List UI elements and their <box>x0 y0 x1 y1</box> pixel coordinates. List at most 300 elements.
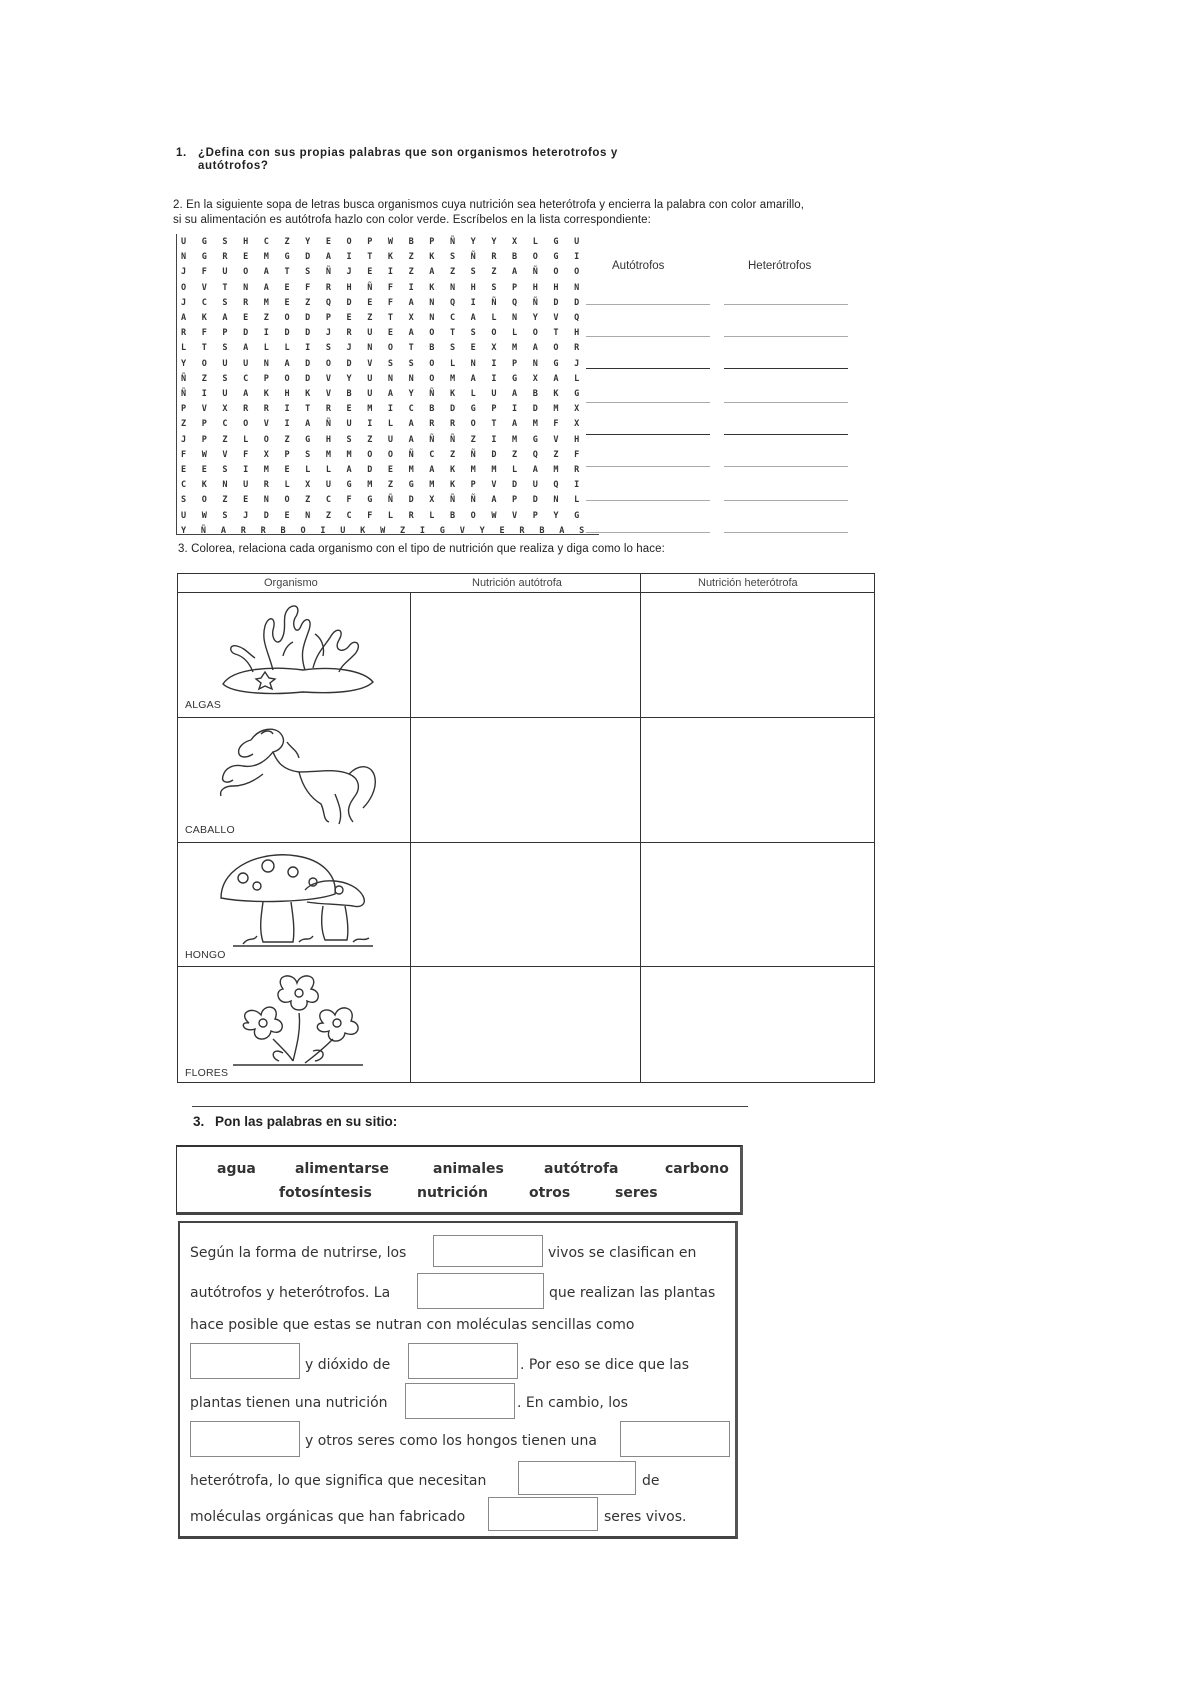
word-search-letter[interactable]: R <box>263 404 269 415</box>
word-search-letter[interactable]: D <box>346 358 352 369</box>
word-search-letter[interactable]: Ñ <box>470 495 476 506</box>
word-search-letter[interactable]: A <box>408 328 414 339</box>
word-search-letter[interactable]: H <box>243 237 249 247</box>
word-search-letter[interactable]: U <box>574 237 580 247</box>
word-search-letter[interactable]: O <box>181 282 187 293</box>
word-search-letter[interactable]: D <box>553 297 559 308</box>
word-search-letter[interactable]: O <box>284 313 290 323</box>
word-search-letter[interactable]: X <box>574 419 580 430</box>
word-search-letter[interactable]: E <box>387 328 393 339</box>
word-search-letter[interactable]: G <box>574 510 580 521</box>
word-search-letter[interactable]: U <box>367 328 373 339</box>
word-search-letter[interactable]: I <box>284 419 290 430</box>
word-search-letter[interactable]: B <box>429 404 435 415</box>
word-search-letter[interactable]: T <box>284 267 290 278</box>
word-search-letter[interactable]: P <box>512 282 518 293</box>
word-search-letter[interactable]: H <box>470 282 476 293</box>
word-search-letter[interactable]: C <box>408 404 414 415</box>
word-search-letter[interactable]: S <box>222 297 228 308</box>
word-search-letter[interactable]: M <box>512 434 518 445</box>
word-search-letter[interactable]: M <box>263 252 269 263</box>
answer-line[interactable] <box>724 466 848 467</box>
word-search-letter[interactable]: L <box>284 480 290 491</box>
word-search-letter[interactable]: K <box>553 389 559 399</box>
word-search-letter[interactable]: C <box>243 373 249 384</box>
word-search-letter[interactable]: Y <box>408 389 414 399</box>
word-search-letter[interactable]: O <box>346 237 352 247</box>
word-search-letter[interactable]: O <box>201 358 207 369</box>
word-search-letter[interactable]: X <box>512 237 518 247</box>
word-search-letter[interactable]: X <box>263 449 269 460</box>
answer-line[interactable] <box>724 304 848 305</box>
word-search-letter[interactable]: M <box>429 480 435 491</box>
answer-line[interactable] <box>586 532 710 533</box>
word-search-letter[interactable]: B <box>532 389 538 399</box>
word-search-letter[interactable]: P <box>532 510 538 521</box>
word-search-letter[interactable]: D <box>532 404 538 415</box>
word-search-letter[interactable]: Z <box>181 419 187 430</box>
word-search-letter[interactable]: F <box>243 449 249 460</box>
word-search-letter[interactable]: N <box>263 495 269 506</box>
word-search-letter[interactable]: Ñ <box>449 237 456 247</box>
word-search-letter[interactable]: Z <box>387 480 393 491</box>
word-search-letter[interactable]: T <box>553 328 559 339</box>
word-search-letter[interactable]: P <box>222 328 228 339</box>
word-search-letter[interactable]: J <box>574 358 580 369</box>
word-search-letter[interactable]: Z <box>553 449 559 460</box>
word-search-letter[interactable]: T <box>201 343 207 354</box>
word-search-letter[interactable]: L <box>387 510 393 521</box>
word-search-letter[interactable]: Z <box>408 267 414 278</box>
word-search-letter[interactable]: F <box>387 282 393 293</box>
word-search-letter[interactable]: O <box>243 267 249 278</box>
word-search-letter[interactable]: E <box>243 252 249 263</box>
word-search-letter[interactable]: D <box>449 404 456 415</box>
word-search-letter[interactable]: I <box>367 419 373 430</box>
word-search-letter[interactable]: O <box>387 449 393 460</box>
word-search-letter[interactable]: O <box>284 373 290 384</box>
word-search-letter[interactable]: D <box>408 495 414 506</box>
word-search-letter[interactable]: G <box>470 404 476 415</box>
word-search-letter[interactable]: F <box>387 297 393 308</box>
word-search-letter[interactable]: Ñ <box>470 449 476 460</box>
word-search-letter[interactable]: I <box>305 343 311 354</box>
word-search-letter[interactable]: H <box>325 434 331 445</box>
word-search-letter[interactable]: W <box>387 237 393 247</box>
word-search-letter[interactable]: K <box>449 480 456 491</box>
word-search-letter[interactable]: A <box>263 267 269 278</box>
word-search-letter[interactable]: F <box>346 495 352 506</box>
word-search-letter[interactable]: Z <box>222 495 228 506</box>
word-search-letter[interactable]: S <box>222 373 228 384</box>
word-search-letter[interactable]: H <box>574 434 580 445</box>
word-search-letter[interactable]: D <box>263 510 269 521</box>
word-search-letter[interactable]: I <box>346 252 352 263</box>
word-search-letter[interactable]: A <box>263 282 269 293</box>
word-search-letter[interactable]: M <box>491 465 497 475</box>
word-search-letter[interactable]: A <box>243 343 249 354</box>
word-search-letter[interactable]: Y <box>181 358 187 369</box>
word-search-letter[interactable]: A <box>559 525 565 536</box>
word-search-letter[interactable]: U <box>243 480 249 491</box>
word-search-letter[interactable]: W <box>491 510 497 521</box>
word-search-letter[interactable]: P <box>512 495 518 506</box>
word-search-letter[interactable]: C <box>201 297 207 308</box>
word-search-letter[interactable]: G <box>553 358 559 369</box>
word-search-letter[interactable]: O <box>325 358 331 369</box>
word-search-letter[interactable]: R <box>325 404 331 415</box>
blank-9[interactable] <box>488 1497 598 1531</box>
word-search-letter[interactable]: G <box>284 252 290 263</box>
word-search-letter[interactable]: L <box>491 313 497 323</box>
word-search-letter[interactable]: F <box>574 449 580 460</box>
word-search-letter[interactable]: K <box>305 389 311 399</box>
word-search-letter[interactable]: N <box>243 282 249 293</box>
word-search-letter[interactable]: Ñ <box>325 419 331 430</box>
word-search-letter[interactable]: A <box>512 389 518 399</box>
word-search-letter[interactable]: A <box>553 373 559 384</box>
word-search-letter[interactable]: Q <box>532 449 538 460</box>
word-search-letter[interactable]: Z <box>367 434 373 445</box>
word-search-letter[interactable]: Y <box>346 373 352 384</box>
word-search-letter[interactable]: H <box>346 282 352 293</box>
word-search-letter[interactable]: J <box>181 297 187 308</box>
word-search-letter[interactable]: R <box>408 510 414 521</box>
word-search-letter[interactable]: R <box>243 404 249 415</box>
word-search-letter[interactable]: Q <box>325 297 331 308</box>
word-search-letter[interactable]: X <box>222 404 228 415</box>
word-search-letter[interactable]: M <box>325 449 331 460</box>
word-search-letter[interactable]: P <box>429 237 435 247</box>
word-search-letter[interactable]: V <box>512 510 518 521</box>
word-search-letter[interactable]: Z <box>222 434 228 445</box>
word-search-letter[interactable]: E <box>367 267 373 278</box>
word-search-letter[interactable]: H <box>574 328 580 339</box>
word-search-letter[interactable]: N <box>429 297 435 308</box>
word-search-letter[interactable]: T <box>491 419 497 430</box>
word-search-letter[interactable]: S <box>346 434 352 445</box>
word-search-letter[interactable]: S <box>408 358 414 369</box>
word-search-letter[interactable]: I <box>201 389 207 399</box>
word-search-letter[interactable]: K <box>201 480 207 491</box>
word-search-letter[interactable]: Ñ <box>367 282 373 293</box>
word-search-letter[interactable]: R <box>260 525 266 536</box>
word-search-letter[interactable]: R <box>263 480 269 491</box>
word-search-letter[interactable]: Z <box>305 495 311 506</box>
word-search-letter[interactable]: Ñ <box>325 267 331 278</box>
word-search-letter[interactable]: M <box>553 465 559 475</box>
word-search-letter[interactable]: A <box>408 419 414 430</box>
word-search-letter[interactable]: R <box>574 465 580 475</box>
blank-1[interactable] <box>433 1235 543 1267</box>
word-search-letter[interactable]: U <box>340 525 346 536</box>
word-search-letter[interactable]: D <box>305 313 311 323</box>
word-search-letter[interactable]: M <box>532 419 538 430</box>
word-search-letter[interactable]: S <box>305 449 311 460</box>
word-search-letter[interactable]: H <box>532 282 538 293</box>
word-search-letter[interactable]: I <box>320 525 326 536</box>
word-search-letter[interactable]: S <box>470 267 476 278</box>
word-search-letter[interactable]: X <box>532 373 538 384</box>
word-search-letter[interactable]: I <box>408 282 414 293</box>
word-search-letter[interactable]: T <box>367 252 373 263</box>
word-search-letter[interactable]: X <box>305 480 311 491</box>
word-search-letter[interactable]: E <box>181 465 187 475</box>
word-search-letter[interactable]: S <box>222 237 228 247</box>
word-search-letter[interactable]: N <box>449 282 456 293</box>
word-search-letter[interactable]: P <box>470 480 476 491</box>
word-search-letter[interactable]: N <box>367 343 373 354</box>
word-search-letter[interactable]: A <box>408 297 414 308</box>
word-search-letter[interactable]: E <box>325 237 331 247</box>
word-search-letter[interactable]: Z <box>284 237 290 247</box>
word-search-letter[interactable]: U <box>222 389 228 399</box>
word-search-letter[interactable]: X <box>574 404 580 415</box>
word-search-letter[interactable]: X <box>429 495 435 506</box>
word-search-letter[interactable]: Ñ <box>449 495 456 506</box>
word-search-letter[interactable]: A <box>470 373 476 384</box>
word-search-letter[interactable]: E <box>284 297 290 308</box>
word-search-letter[interactable]: T <box>222 282 228 293</box>
word-search-letter[interactable]: N <box>181 252 187 263</box>
answer-line[interactable] <box>586 434 710 435</box>
word-search-letter[interactable]: O <box>429 328 435 339</box>
word-search-letter[interactable]: G <box>408 480 414 491</box>
word-search-letter[interactable]: S <box>222 465 228 475</box>
word-search-letter[interactable]: T <box>387 313 393 323</box>
word-search-letter[interactable]: Ñ <box>491 297 497 308</box>
word-search-letter[interactable]: L <box>512 465 518 475</box>
word-search-letter[interactable]: Ñ <box>449 434 456 445</box>
word-search-letter[interactable]: U <box>243 358 249 369</box>
word-search-letter[interactable]: J <box>243 510 249 521</box>
word-search-letter[interactable]: V <box>201 282 207 293</box>
word-search-letter[interactable]: N <box>532 358 538 369</box>
word-search-letter[interactable]: Z <box>367 313 373 323</box>
word-search-letter[interactable]: R <box>240 525 246 536</box>
word-search-letter[interactable]: Ñ <box>200 525 207 536</box>
word-search-letter[interactable]: Z <box>449 449 456 460</box>
word-search-grid[interactable] <box>176 234 599 535</box>
word-search-letter[interactable]: E <box>243 495 249 506</box>
word-search-letter[interactable]: M <box>408 465 414 475</box>
word-search-letter[interactable]: L <box>470 389 476 399</box>
word-search-letter[interactable]: R <box>449 419 456 430</box>
word-search-letter[interactable]: I <box>491 358 497 369</box>
answer-line[interactable] <box>586 368 710 369</box>
word-search-letter[interactable]: D <box>305 328 311 339</box>
word-search-letter[interactable]: R <box>325 282 331 293</box>
answer-line[interactable] <box>724 500 848 501</box>
answer-line[interactable] <box>586 466 710 467</box>
word-search-letter[interactable]: V <box>367 358 373 369</box>
word-search-letter[interactable]: Z <box>201 373 207 384</box>
answer-line[interactable] <box>724 434 848 435</box>
word-search-letter[interactable]: U <box>367 373 373 384</box>
word-search-letter[interactable]: D <box>367 465 373 475</box>
word-search-letter[interactable]: M <box>449 373 456 384</box>
word-search-letter[interactable]: Z <box>263 313 269 323</box>
word-search-letter[interactable]: B <box>512 252 518 263</box>
word-search-letter[interactable]: O <box>284 495 290 506</box>
word-search-letter[interactable]: F <box>181 449 187 460</box>
word-search-letter[interactable]: W <box>201 510 207 521</box>
word-search-letter[interactable]: K <box>263 389 269 399</box>
word-search-letter[interactable]: N <box>387 373 393 384</box>
word-search-letter[interactable]: H <box>284 389 290 399</box>
word-search-letter[interactable]: P <box>181 404 187 415</box>
word-search-letter[interactable]: D <box>305 252 311 263</box>
word-search-letter[interactable]: T <box>305 404 311 415</box>
word-search-letter[interactable]: U <box>491 389 497 399</box>
answer-line[interactable] <box>586 304 710 305</box>
word-search-letter[interactable]: M <box>470 465 476 475</box>
word-search-letter[interactable]: O <box>470 419 476 430</box>
word-search-letter[interactable]: E <box>284 510 290 521</box>
word-search-letter[interactable]: A <box>181 313 187 323</box>
word-search-letter[interactable]: Q <box>574 313 580 323</box>
word-search-letter[interactable]: L <box>512 328 518 339</box>
word-search-letter[interactable]: M <box>553 404 559 415</box>
word-search-letter[interactable]: Z <box>470 434 476 445</box>
word-search-letter[interactable]: Z <box>305 297 311 308</box>
word-search-letter[interactable]: D <box>346 297 352 308</box>
word-search-letter[interactable]: D <box>305 358 311 369</box>
word-search-letter[interactable]: A <box>512 267 518 278</box>
word-search-letter[interactable]: L <box>305 465 311 475</box>
word-search-letter[interactable]: X <box>491 343 497 354</box>
word-search-letter[interactable]: L <box>181 343 187 354</box>
word-search-letter[interactable]: D <box>512 480 518 491</box>
word-search-letter[interactable]: N <box>305 510 311 521</box>
word-search-letter[interactable]: S <box>579 525 585 536</box>
word-search-letter[interactable]: L <box>429 510 435 521</box>
word-search-letter[interactable]: J <box>346 343 352 354</box>
word-search-letter[interactable]: Z <box>408 252 414 263</box>
word-search-letter[interactable]: J <box>181 267 187 278</box>
answer-line[interactable] <box>586 500 710 501</box>
word-search-letter[interactable]: O <box>263 434 269 445</box>
word-search-letter[interactable]: N <box>553 495 559 506</box>
word-search-letter[interactable]: M <box>263 465 269 475</box>
word-search-letter[interactable]: K <box>429 282 435 293</box>
word-search-letter[interactable]: A <box>243 389 249 399</box>
word-search-letter[interactable]: R <box>181 328 187 339</box>
word-search-letter[interactable]: Z <box>491 267 497 278</box>
word-search-letter[interactable]: D <box>284 328 290 339</box>
word-search-letter[interactable]: C <box>429 449 435 460</box>
word-search-letter[interactable]: O <box>553 267 559 278</box>
word-search-letter[interactable]: I <box>387 267 393 278</box>
word-search-letter[interactable]: E <box>243 313 249 323</box>
word-search-letter[interactable]: Q <box>512 297 518 308</box>
word-search-letter[interactable]: X <box>408 313 414 323</box>
word-search-letter[interactable]: C <box>325 495 331 506</box>
word-search-letter[interactable]: J <box>181 434 187 445</box>
blank-2[interactable] <box>417 1273 544 1309</box>
word-search-letter[interactable]: Z <box>449 267 456 278</box>
word-search-letter[interactable]: J <box>346 267 352 278</box>
word-search-letter[interactable]: R <box>491 252 497 263</box>
word-search-letter[interactable]: K <box>360 525 366 536</box>
word-search-letter[interactable]: A <box>408 434 414 445</box>
word-search-letter[interactable]: M <box>512 343 518 354</box>
word-search-letter[interactable]: B <box>408 237 414 247</box>
answer-line[interactable] <box>586 402 710 403</box>
word-search-letter[interactable]: A <box>470 313 476 323</box>
blank-3[interactable] <box>190 1343 300 1379</box>
word-search-letter[interactable]: I <box>263 328 269 339</box>
word-search-letter[interactable]: O <box>470 510 476 521</box>
word-search-letter[interactable]: S <box>449 343 456 354</box>
word-search-letter[interactable]: D <box>491 449 497 460</box>
word-search-letter[interactable]: F <box>553 419 559 430</box>
word-search-letter[interactable]: Ñ <box>532 267 538 278</box>
word-search-letter[interactable]: I <box>512 404 518 415</box>
word-search-letter[interactable]: M <box>367 480 373 491</box>
word-search-letter[interactable]: G <box>305 434 311 445</box>
word-search-letter[interactable]: S <box>387 358 393 369</box>
word-search-letter[interactable]: R <box>519 525 525 536</box>
blank-7[interactable] <box>620 1421 730 1457</box>
word-search-letter[interactable]: Y <box>532 313 538 323</box>
word-search-letter[interactable]: Ñ <box>429 434 435 445</box>
word-search-letter[interactable]: H <box>553 282 559 293</box>
word-search-letter[interactable]: J <box>325 328 331 339</box>
word-search-letter[interactable]: Ñ <box>470 252 476 263</box>
word-search-letter[interactable]: Y <box>491 237 497 247</box>
word-search-letter[interactable]: V <box>325 373 331 384</box>
word-search-letter[interactable]: M <box>367 404 373 415</box>
word-search-letter[interactable]: B <box>449 510 456 521</box>
answer-line[interactable] <box>724 532 848 533</box>
blank-5[interactable] <box>405 1383 515 1419</box>
word-search-letter[interactable]: Ñ <box>181 373 187 384</box>
word-search-letter[interactable]: U <box>325 480 331 491</box>
word-search-letter[interactable]: V <box>553 434 559 445</box>
word-search-letter[interactable]: R <box>429 419 435 430</box>
word-search-letter[interactable]: V <box>263 419 269 430</box>
word-search-letter[interactable]: L <box>325 465 331 475</box>
word-search-letter[interactable]: S <box>181 495 187 506</box>
word-search-letter[interactable]: Ñ <box>429 389 435 399</box>
word-search-letter[interactable]: I <box>574 480 580 491</box>
word-search-letter[interactable]: S <box>222 510 228 521</box>
word-search-letter[interactable]: P <box>201 434 207 445</box>
word-search-letter[interactable]: S <box>325 343 331 354</box>
word-search-letter[interactable]: V <box>201 404 207 415</box>
word-search-letter[interactable]: E <box>284 282 290 293</box>
word-search-letter[interactable]: O <box>367 449 373 460</box>
word-search-letter[interactable]: E <box>387 465 393 475</box>
word-search-letter[interactable]: G <box>201 237 207 247</box>
word-search-letter[interactable]: B <box>346 389 352 399</box>
word-search-letter[interactable]: O <box>532 252 538 263</box>
word-search-letter[interactable]: C <box>263 237 269 247</box>
word-search-letter[interactable]: B <box>539 525 545 536</box>
word-search-letter[interactable]: K <box>449 389 456 399</box>
word-search-letter[interactable]: Z <box>284 434 290 445</box>
word-search-letter[interactable]: V <box>459 525 465 536</box>
word-search-letter[interactable]: P <box>512 358 518 369</box>
word-search-letter[interactable]: N <box>408 373 414 384</box>
word-search-letter[interactable]: C <box>346 510 352 521</box>
word-search-letter[interactable]: W <box>201 449 207 460</box>
word-search-letter[interactable]: A <box>532 343 538 354</box>
word-search-letter[interactable]: Y <box>470 237 476 247</box>
word-search-letter[interactable]: I <box>243 465 249 475</box>
blank-4[interactable] <box>408 1343 518 1379</box>
